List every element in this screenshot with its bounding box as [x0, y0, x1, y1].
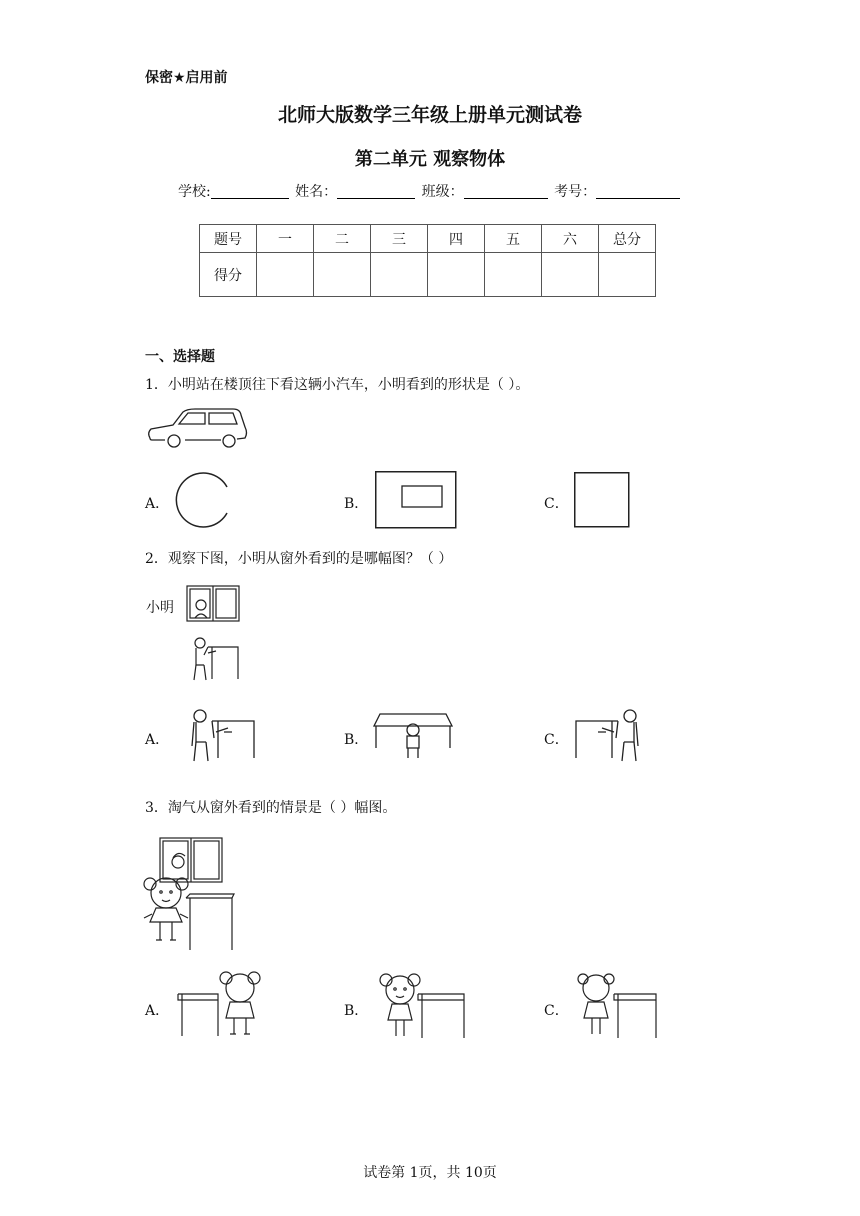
score-cell[interactable] — [542, 253, 599, 297]
class-label: 班级： — [421, 184, 464, 200]
question-2-text: 2．观察下图，小明从窗外看到的是哪幅图？（ ） — [145, 551, 453, 567]
section-heading: 一、选择题 — [145, 349, 215, 365]
score-header-cell: 六 — [542, 225, 599, 253]
question-3-text: 3．淘气从窗外看到的情景是（ ）幅图。 — [145, 800, 397, 816]
girl-back-table-icon — [574, 972, 664, 1042]
page-title: 北师大版数学三年级上册单元测试卷 — [277, 104, 582, 126]
q3-option-c[interactable]: C． — [544, 1003, 569, 1019]
score-header-cell: 五 — [485, 225, 542, 253]
score-cell[interactable] — [428, 253, 485, 297]
page-footer: 试卷第 1页，共 10页 — [363, 1165, 497, 1181]
window-scene-figure — [186, 585, 246, 685]
circle-shape-icon — [172, 471, 232, 531]
score-table — [199, 224, 656, 297]
q2-option-b[interactable]: B． — [344, 732, 369, 748]
score-cell[interactable] — [371, 253, 428, 297]
school-label: 学校: — [178, 184, 211, 200]
score-cell[interactable] — [599, 253, 656, 297]
score-header-cell: 一 — [257, 225, 314, 253]
q2-option-c[interactable]: C． — [544, 732, 569, 748]
q2-option-a[interactable]: A． — [145, 732, 170, 748]
score-cell[interactable] — [257, 253, 314, 297]
student-info-line — [178, 181, 682, 201]
score-row-label: 得分 — [200, 253, 257, 297]
table-girl-back-icon — [176, 970, 272, 1042]
girl-window-scene-figure — [140, 836, 240, 954]
girl-front-table-icon — [378, 972, 468, 1042]
page-subtitle: 第二单元 观察物体 — [354, 149, 506, 170]
q3-option-a[interactable]: A． — [145, 1003, 170, 1019]
name-label: 姓名： — [295, 184, 338, 200]
number-blank[interactable] — [596, 184, 680, 199]
name-blank[interactable] — [337, 184, 415, 199]
car-figure — [145, 405, 250, 455]
score-cell[interactable] — [485, 253, 542, 297]
q3-option-b[interactable]: B． — [344, 1003, 369, 1019]
q1-option-b[interactable]: B． — [344, 496, 369, 512]
score-cell[interactable] — [314, 253, 371, 297]
q1-option-c[interactable]: C． — [544, 496, 569, 512]
number-label: 考号： — [554, 184, 597, 200]
desk-front-view-icon — [372, 712, 454, 762]
score-header-row — [200, 225, 656, 253]
class-blank[interactable] — [464, 184, 548, 199]
score-header-cell: 总分 — [599, 225, 656, 253]
question-1-text: 1．小明站在楼顶往下看这辆小汽车，小明看到的形状是（ ）。 — [145, 377, 530, 393]
rectangle-in-rectangle-icon — [375, 471, 457, 529]
score-header-cell: 三 — [371, 225, 428, 253]
score-header-cell: 题号 — [200, 225, 257, 253]
square-shape-icon — [574, 472, 630, 528]
confidential-label: 保密★启用前 — [145, 70, 228, 86]
q1-option-a[interactable]: A． — [145, 496, 170, 512]
desk-side-view-mirrored-icon — [570, 706, 642, 766]
desk-side-view-icon — [188, 706, 260, 766]
score-header-cell: 四 — [428, 225, 485, 253]
school-blank[interactable] — [211, 184, 289, 199]
score-header-cell: 二 — [314, 225, 371, 253]
score-value-row — [200, 253, 656, 297]
xiaoming-label: 小明 — [146, 600, 174, 616]
